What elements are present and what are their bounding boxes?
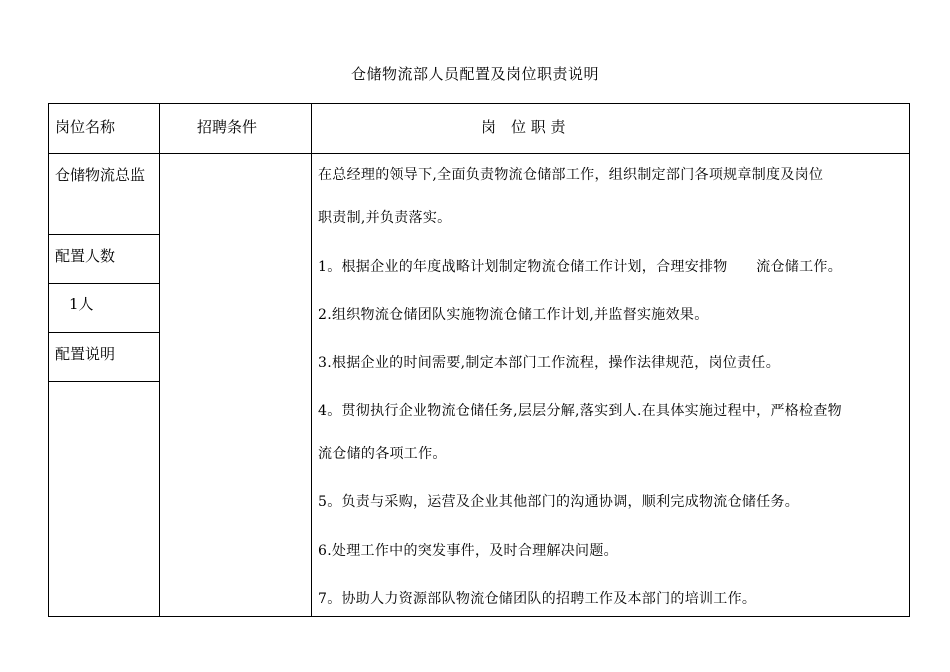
position-value: 仓储物流总监 xyxy=(55,166,146,184)
left-row-divider-1 xyxy=(49,234,159,235)
duty-line: 7。协助人力资源部队物流仓储团队的招聘工作及本部门的培训工作。 xyxy=(318,591,757,607)
left-row-divider-3 xyxy=(49,332,159,333)
left-row-divider-2 xyxy=(49,283,159,284)
staffing-value: 1人 xyxy=(69,295,94,313)
duty-line: 4。贯彻执行企业物流仓储任务,层层分解,落实到人.在具体实施过程中，严格检查物 xyxy=(318,403,842,419)
duty-line: 3.根据企业的时间需要,制定本部门工作流程，操作法律规范，岗位责任。 xyxy=(318,355,781,371)
notes-label: 配置说明 xyxy=(55,345,116,363)
duty-line: 在总经理的领导下,全面负责物流仓储部工作，组织制定部门各项规章制度及岗位 xyxy=(318,167,824,183)
duty-line: 5。负责与采购，运营及企业其他部门的沟通协调，顺利完成物流仓储任务。 xyxy=(318,494,800,510)
document-title: 仓储物流部人员配置及岗位职责说明 xyxy=(350,65,599,83)
duty-line: 6.处理工作中的突发事件，及时合理解决问题。 xyxy=(318,543,618,559)
staffing-label: 配置人数 xyxy=(55,247,116,265)
header-position-name: 岗位名称 xyxy=(55,118,116,136)
header-duties: 岗 位 职 责 xyxy=(481,118,566,136)
left-row-divider-4 xyxy=(49,381,159,382)
column-divider-1 xyxy=(159,104,160,616)
duty-line: 2.组织物流仓储团队实施物流仓储工作计划,并监督实施效果。 xyxy=(318,307,709,323)
job-table xyxy=(48,103,910,617)
duty-line: 1。根据企业的年度战略计划制定物流仓储工作计划，合理安排物 流仓储工作。 xyxy=(318,259,843,275)
duty-line: 流仓储的各项工作。 xyxy=(318,446,447,462)
duty-line: 职责制,并负责落实。 xyxy=(318,210,452,226)
duties-cell xyxy=(312,154,909,616)
header-requirements: 招聘条件 xyxy=(197,118,258,136)
